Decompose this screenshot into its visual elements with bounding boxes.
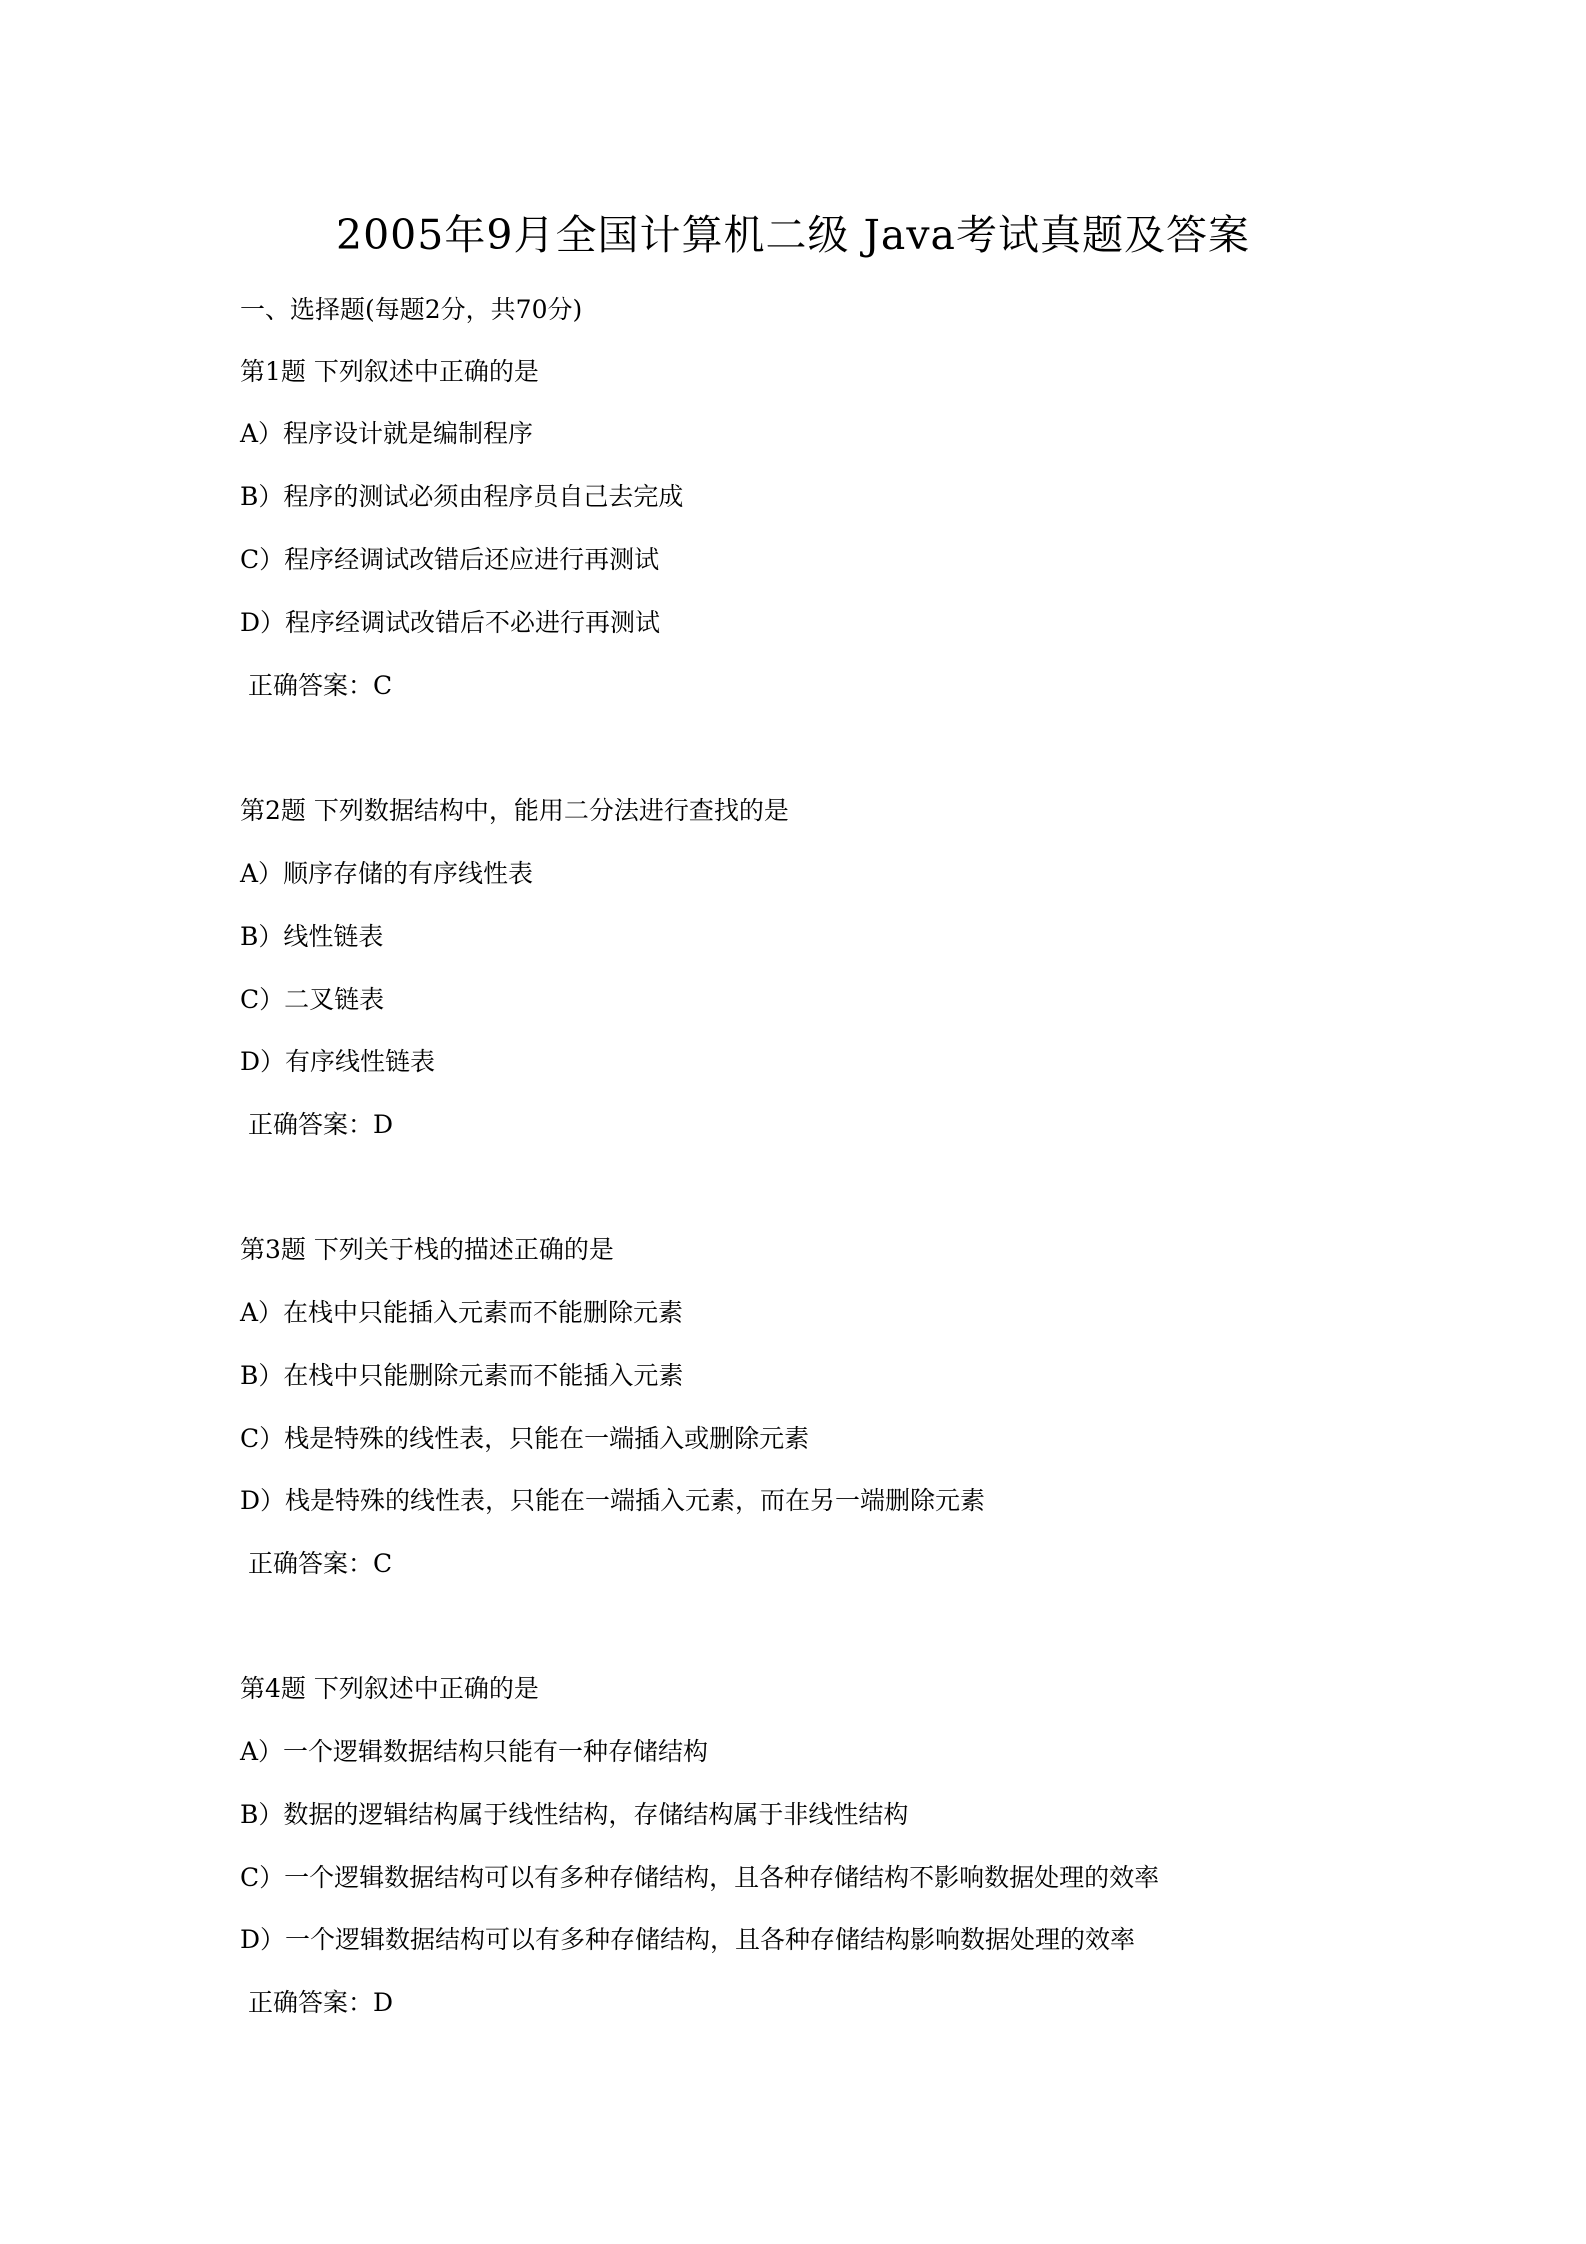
- question-3-answer: 正确答案：C: [248, 1549, 393, 1578]
- question-1-option-a: A）程序设计就是编制程序: [240, 419, 534, 448]
- question-1-option-c: C）程序经调试改错后还应进行再测试: [240, 545, 660, 574]
- question-4-option-a: A）一个逻辑数据结构只能有一种存储结构: [240, 1737, 709, 1766]
- question-3-option-a: A）在栈中只能插入元素而不能删除元素: [240, 1298, 684, 1327]
- question-3-option-b: B）在栈中只能删除元素而不能插入元素: [240, 1361, 684, 1390]
- question-3-option-d: D）栈是特殊的线性表，只能在一端插入元素，而在另一端删除元素: [240, 1486, 986, 1515]
- document-title: 2005年9月全国计算机二级 Java考试真题及答案: [336, 211, 1250, 259]
- question-2-stem: 第2题 下列数据结构中，能用二分法进行查找的是: [240, 796, 789, 825]
- section-heading: 一、选择题(每题2分，共70分): [240, 295, 583, 324]
- question-2-option-c: C）二叉链表: [240, 985, 385, 1014]
- question-1-option-d: D）程序经调试改错后不必进行再测试: [240, 608, 661, 637]
- question-2-option-b: B）线性链表: [240, 922, 384, 951]
- question-4-option-d: D）一个逻辑数据结构可以有多种存储结构，且各种存储结构影响数据处理的效率: [240, 1925, 1136, 1954]
- question-2-option-a: A）顺序存储的有序线性表: [240, 859, 534, 888]
- question-1-option-b: B）程序的测试必须由程序员自己去完成: [240, 482, 684, 511]
- question-4-answer: 正确答案：D: [248, 1988, 394, 2017]
- question-4-option-b: B）数据的逻辑结构属于线性结构，存储结构属于非线性结构: [240, 1800, 909, 1829]
- question-3-stem: 第3题 下列关于栈的描述正确的是: [240, 1235, 614, 1264]
- question-4-option-c: C）一个逻辑数据结构可以有多种存储结构，且各种存储结构不影响数据处理的效率: [240, 1863, 1160, 1892]
- question-3-option-c: C）栈是特殊的线性表，只能在一端插入或删除元素: [240, 1424, 810, 1453]
- question-1-stem: 第1题 下列叙述中正确的是: [240, 357, 539, 386]
- question-2-answer: 正确答案：D: [248, 1110, 394, 1139]
- question-4-stem: 第4题 下列叙述中正确的是: [240, 1674, 539, 1703]
- question-1-answer: 正确答案：C: [248, 671, 393, 700]
- question-2-option-d: D）有序线性链表: [240, 1047, 436, 1076]
